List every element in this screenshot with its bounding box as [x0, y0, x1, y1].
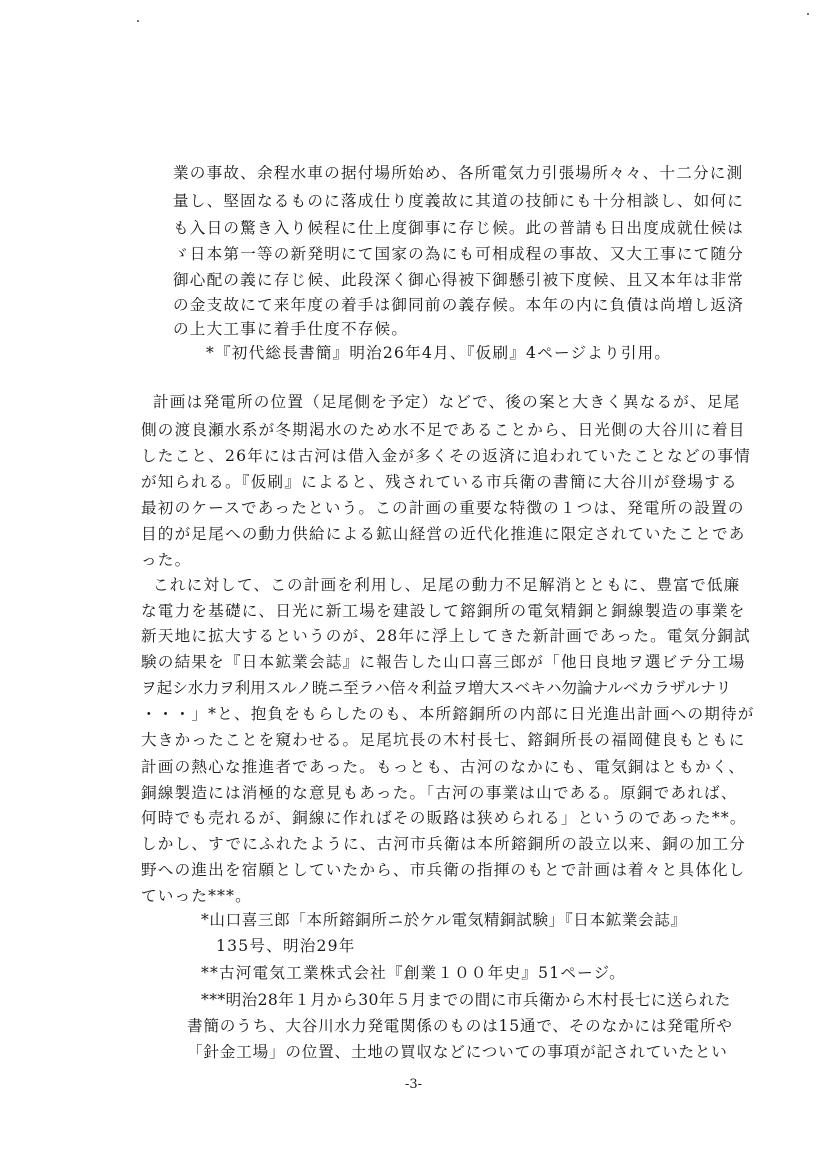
- quote-line: 業の事故、余程水車の据付場所始め、各所電気力引張場所々々、十二分に測: [173, 164, 744, 182]
- quote-line: 量し、堅固なるものに落成仕り度義故に其道の技師にも十分相談し、如何に: [173, 192, 744, 210]
- footnote-line: 「針金工場」の位置、土地の買収などについての事項が記されていたとい: [187, 1043, 728, 1061]
- scan-speck: [137, 20, 139, 22]
- body-line: 新天地に拡大するというのが、28年に浮上してきた新計画であった。電気分銅試: [141, 627, 751, 645]
- body-line: 何時でも売れるが、銅線に作ればその販路は狭められる」というのであった**。: [141, 809, 747, 827]
- footnote-line: *山口喜三郎「本所鎔銅所ニ於ケル電気精銅試験」『日本鉱業会誌』: [201, 911, 687, 929]
- quote-source: *『初代総長書簡』明治26年4月、『仮刷』4ページより引用。: [206, 344, 672, 362]
- body-line: 側の渡良瀬水系が冬期渇水のため水不足であることから、日光側の大谷川に着目: [141, 421, 746, 439]
- body-line: が知られる。『仮刷』によると、残されている市兵衛の書簡に大谷川が登場する: [141, 473, 738, 491]
- page-number: -3-: [405, 1077, 423, 1092]
- quote-line: ゞ日本第一等の新発明にて国家の為にも可相成程の事故、又大工事にて随分: [173, 245, 744, 263]
- scan-speck: [807, 13, 809, 15]
- footnote-line: ***明治28年１月から30年５月までの間に市兵衛から木村長七に送られた: [201, 991, 731, 1009]
- body-line: 大きかったことを窺わせる。足尾坑長の木村長七、鎔銅所長の福岡健良もともに: [141, 731, 746, 749]
- body-line: ヲ起シ水力ヲ利用スルノ暁ニ至ラハ倍々利益ヲ増大スベキハ勿論ナルベカラザルナリ: [141, 679, 732, 697]
- quote-line: の上大工事に着手仕度不存候。: [173, 320, 409, 338]
- body-line: った。: [141, 551, 192, 569]
- body-line: 最初のケースであったという。この計画の重要な特徴の１つは、発電所の設置の: [141, 499, 745, 517]
- body-line: 銅線製造には消極的な意見もあった。「古河の事業は山である。原銅であれば、: [141, 784, 738, 802]
- body-line: しかし、すでにふれたように、古河市兵衛は本所鎔銅所の設立以来、銅の加工分: [141, 835, 747, 853]
- footnote-line: 135号、明治29年: [216, 937, 356, 955]
- body-line: ・・・」*と、抱負をもらしたのも、本所鎔銅所の内部に日光進出計画への期待が: [141, 705, 755, 723]
- quote-line: 御心配の義に存じ候、此段深く御心得被下御懸引被下度候、且又本年は非常: [173, 271, 744, 289]
- body-line: な電力を基礎に、日光に新工場を建設して鎔銅所の電気精銅と銅線製造の事業を: [141, 602, 746, 620]
- body-line: ていった***。: [141, 887, 252, 905]
- body-line: 計画は発電所の位置（足尾側を予定）などで、後の案と大きく異なるが、足尾: [153, 393, 741, 411]
- body-line: 目的が足尾への動力供給による鉱山経営の近代化推進に限定されていたことであ: [141, 525, 746, 543]
- body-line: これに対して、この計画を利用し、足尾の動力不足解消とともに、豊富で低廉: [153, 576, 741, 594]
- footnote-line: **古河電気工業株式会社『創業１００年史』51ページ。: [201, 964, 626, 982]
- body-line: 験の結果を『日本鉱業会誌』に報告した山口喜三郎が「他日良地ヲ選ビテ分工場: [141, 653, 746, 671]
- body-line: 野への進出を宿願としていたから、市兵衛の指揮のもとで計画は着々と具体化し: [141, 861, 746, 879]
- body-line: 計画の熱心な推進者であった。もっとも、古河のなかにも、電気銅はともかく、: [141, 758, 746, 776]
- body-line: したこと、26年には古河は借入金が多くその返済に追われていたことなどの事情: [141, 447, 752, 465]
- quote-line: も入日の驚き入り候程に仕上度御事に存じ候。此の普請も日出度成就仕候は: [173, 219, 744, 237]
- footnote-line: 書簡のうち、大谷川水力発電関係のものは15通で、そのなかには発電所や: [187, 1017, 733, 1035]
- quote-line: の金支故にて来年度の着手は御同前の義存候。本年の内に負債は尚増し返済: [173, 296, 744, 314]
